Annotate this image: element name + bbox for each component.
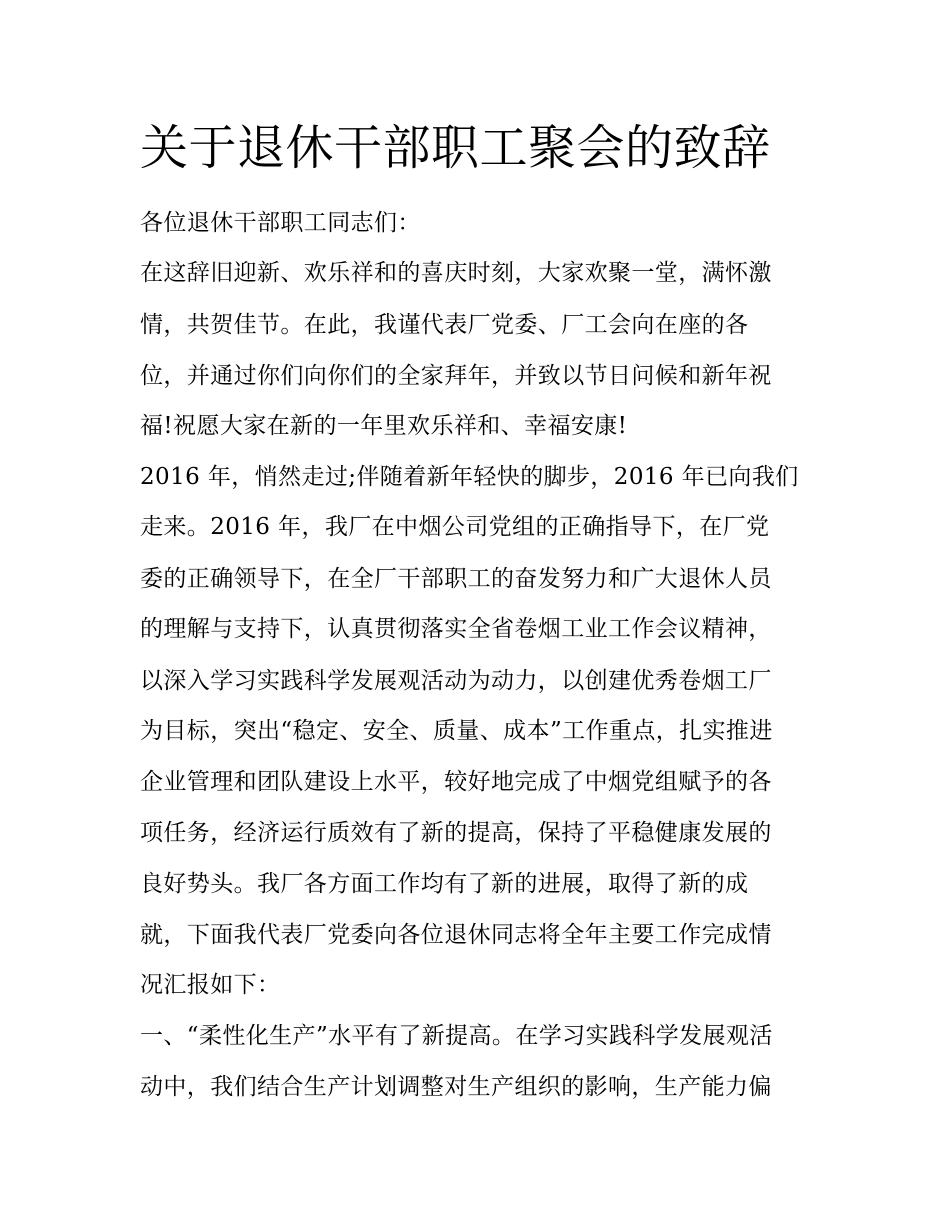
- text-line: 就，下面我代表厂党委向各位退休同志将全年主要工作完成情: [140, 922, 772, 948]
- text-line: 项任务，经济运行质效有了新的提高，保持了平稳健康发展的: [140, 820, 772, 846]
- text-line: 为目标，突出“稳定、安全、质量、成本”工作重点，扎实推进: [140, 718, 773, 744]
- text-line: 各位退休干部职工同志们：: [140, 210, 421, 236]
- text-line: 一、“柔性化生产”水平有了新提高。在学习实践科学发展观活: [140, 1023, 773, 1049]
- text-line: 以深入学习实践科学发展观活动为动力，以创建优秀卷烟工厂: [140, 668, 772, 694]
- document-title: 关于退休干部职工聚会的致辞: [140, 120, 771, 176]
- text-line: 良好势头。我厂各方面工作均有了新的进展，取得了新的成: [140, 871, 749, 897]
- text-line: 福!祝愿大家在新的一年里欢乐祥和、幸福安康!: [140, 413, 628, 439]
- text-line: 况汇报如下：: [140, 972, 281, 998]
- text-line: 走来。2016 年，我厂在中烟公司党组的正确指导下，在厂党: [140, 514, 770, 540]
- text-line: 动中，我们结合生产计划调整对生产组织的影响，生产能力偏: [140, 1074, 772, 1100]
- text-line: 企业管理和团队建设上水平，较好地完成了中烟党组赋予的各: [140, 769, 772, 795]
- text-line: 委的正确领导下，在全厂干部职工的奋发努力和广大退休人员: [140, 566, 772, 592]
- text-line: 情，共贺佳节。在此，我谨代表厂党委、厂工会向在座的各: [140, 312, 749, 338]
- text-line: 在这辞旧迎新、欢乐祥和的喜庆时刻，大家欢聚一堂，满怀激: [140, 260, 772, 286]
- text-line: 2016 年，悄然走过;伴随着新年轻快的脚步，2016 年已向我们: [140, 464, 799, 490]
- text-line: 位，并通过你们向你们的全家拜年，并致以节日问候和新年祝: [140, 363, 772, 389]
- text-line: 的理解与支持下，认真贯彻落实全省卷烟工业工作会议精神，: [140, 616, 772, 642]
